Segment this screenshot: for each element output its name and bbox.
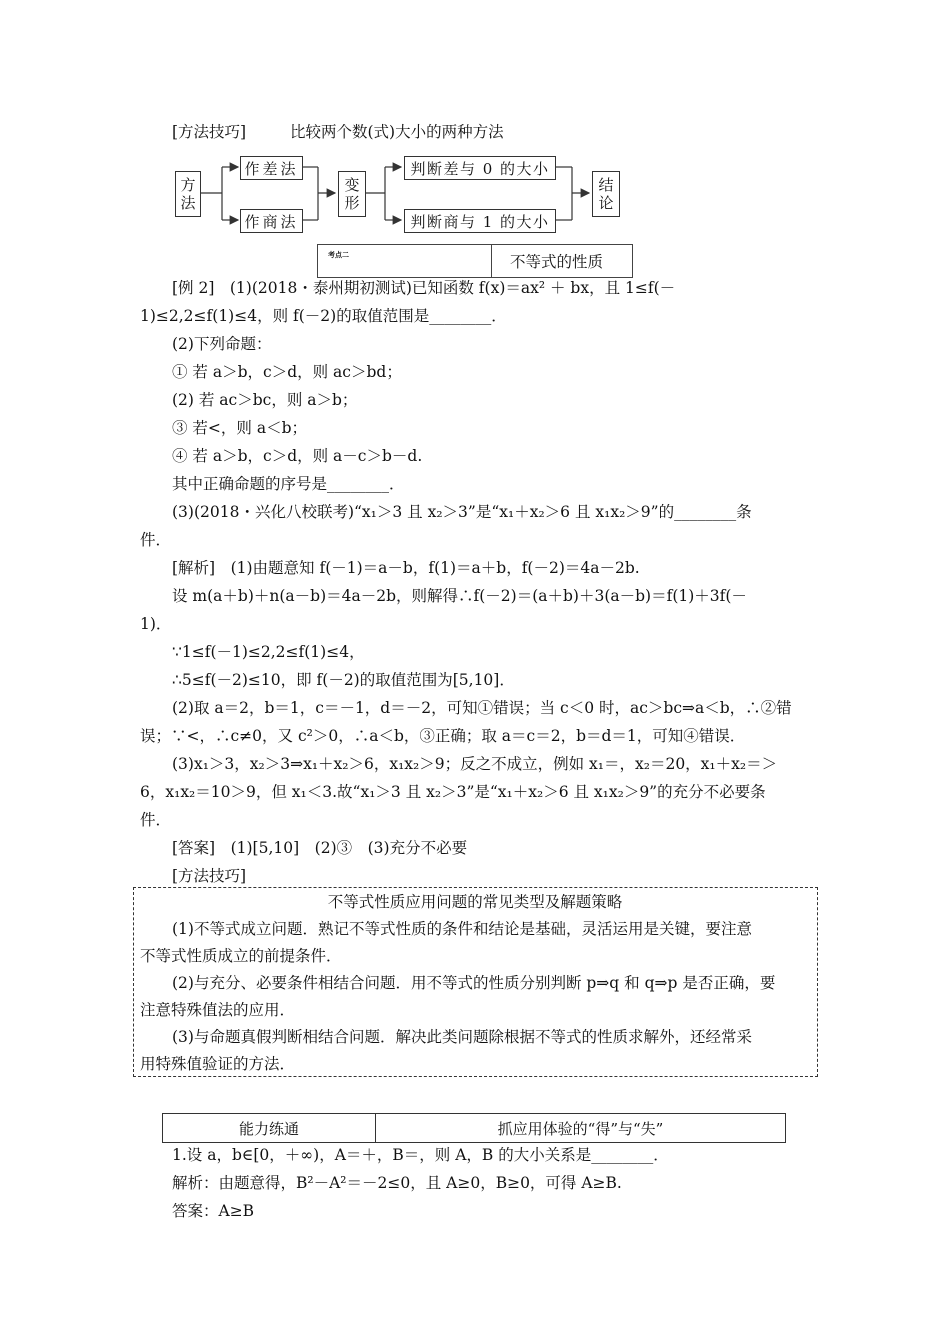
analysis-line-9: 6，x₁x₂＝10＞9，但 x₁＜3.故“x₁＞3 且 x₂＞3”是“x₁＋x₂＞6 且 x₁x₂＞9”的充分不必要条 (140, 783, 766, 801)
practice-bar (162, 1113, 786, 1143)
flow-conclusion-char-2: 论 (598, 194, 614, 212)
example-line-7: ④ 若 a＞b，c＞d，则 a－c＞b－d. (172, 447, 423, 465)
analysis-line-8: (3)x₁＞3，x₂＞3⇒x₁＋x₂＞6，x₁x₂＞9；反之不成立，例如 x₁＝，x₂＝20，x₁＋x₂＝＞ (172, 755, 778, 773)
flow-transform-box (338, 171, 366, 217)
analysis-line-4: ∵1≤f(－1)≤2,2≤f(1)≤4， (172, 643, 365, 661)
example-line-9: (3)(2018・兴化八校联考)“x₁＞3 且 x₂＞3”是“x₁＋x₂＞6 且 x₁x₂＞9”的________条 (172, 503, 752, 521)
practice-bar-right: 抓应用体验的“得”与“失” (376, 1114, 786, 1143)
tips-p3-line-2: 用特殊值验证的方法． (140, 1055, 296, 1073)
tips-p2-line-2: 注意特殊值法的应用． (140, 1001, 296, 1019)
example-line-6: ③ 若<，则 a＜b； (172, 419, 308, 437)
practice-answer-1: 答案：A≥B (172, 1202, 255, 1220)
analysis-line-5: ∴5≤f(－2)≤10，即 f(－2)的取值范围为[5,10]． (172, 671, 515, 689)
flow-method-char-1: 方 (180, 176, 196, 194)
example-line-5: (2) 若 ac＞bc，则 a＞b； (172, 391, 358, 409)
flow-diff-method-box (240, 156, 303, 180)
flow-diff-judge-box (404, 156, 556, 180)
example-line-10: 件． (140, 531, 172, 549)
method-header-bracket: [方法技巧] (172, 123, 247, 141)
flow-transform-char-2: 形 (344, 194, 360, 212)
analysis-line-3: 1)． (140, 615, 172, 633)
example-line-8: 其中正确命题的序号是________． (172, 475, 405, 493)
tips-p3-line-1: (3)与命题真假判断相结合问题．解决此类问题除根据不等式的性质求解外，还经常采 (172, 1028, 752, 1046)
flow-quot-method-box (240, 209, 303, 233)
analysis-line-1: [解析] (1)由题意知 f(－1)＝a－b，f(1)＝a＋b，f(－2)＝4a－2b. (172, 559, 640, 577)
tips-header: [方法技巧] (172, 867, 247, 885)
analysis-line-2: 设 m(a＋b)＋n(a－b)＝4a－2b，则解得∴f(－2)＝(a＋b)＋3(a－b)＝f(1)＋3f(－ (172, 587, 747, 605)
analysis-line-10: 件． (140, 811, 172, 829)
tips-box-title: 不等式性质应用问题的常见类型及解题策略 (327, 893, 623, 911)
practice-analysis-1: 解析：由题意得，B²－A²＝－2≤0，且 A≥0，B≥0，可得 A≥B. (172, 1174, 622, 1192)
section-title: 不等式的性质 (510, 253, 604, 271)
flow-conclusion-box (592, 171, 620, 217)
analysis-line-7: 误；∵<，∴c≠0，又 c²＞0，∴a＜b，③正确；取 a＝c＝2，b＝d＝1，可知④错误． (140, 727, 746, 745)
example-line-1: [例 2] (1)(2018・泰州期初测试)已知函数 f(x)＝ax² ＋ bx，且 1≤f(－ (172, 279, 676, 297)
flow-method-box (175, 171, 201, 217)
analysis-line-6: (2)取 a＝2，b＝1，c＝－1，d＝－2，可知①错误；当 c＜0 时，ac＞bc⇒a＜b，∴②错 (172, 699, 792, 717)
section-bar (317, 244, 633, 278)
tips-p1-line-1: (1)不等式成立问题．熟记不等式性质的条件和结论是基础，灵活运用是关键，要注意 (172, 920, 752, 938)
example-line-4: ① 若 a＞b，c＞d，则 ac＞bd； (172, 363, 402, 381)
flow-quot-method-label: 作商法 (244, 212, 299, 231)
section-tag: 考点二 (328, 250, 349, 259)
method-header-title: 比较两个数(式)大小的两种方法 (290, 123, 504, 141)
flow-quot-judge-label: 判断商与 1 的大小 (410, 212, 550, 231)
flow-transform-char-1: 变 (344, 176, 360, 194)
flow-quot-judge-box (404, 209, 556, 233)
flow-diff-method-label: 作差法 (244, 159, 299, 178)
practice-question-1: 1.设 a，b∈[0，＋∞)，A＝＋，B＝，则 A，B 的大小关系是________． (172, 1146, 669, 1164)
flow-diff-judge-label: 判断差与 0 的大小 (410, 159, 550, 178)
example-line-3: (2)下列命题： (172, 335, 272, 353)
tips-p1-line-2: 不等式性质成立的前提条件． (140, 947, 342, 965)
tips-p2-line-1: (2)与充分、必要条件相结合问题．用不等式的性质分别判断 p⇒q 和 q⇒p 是否正确，要 (172, 974, 776, 992)
flow-conclusion-char-1: 结 (598, 176, 614, 194)
practice-bar-left: 能力练通 (163, 1114, 376, 1143)
flow-method-char-2: 法 (180, 194, 196, 212)
answer-line: [答案] (1)[5,10] (2)③ (3)充分不必要 (172, 839, 468, 857)
example-line-2: 1)≤2,2≤f(1)≤4，则 f(－2)的取值范围是________． (140, 307, 507, 325)
